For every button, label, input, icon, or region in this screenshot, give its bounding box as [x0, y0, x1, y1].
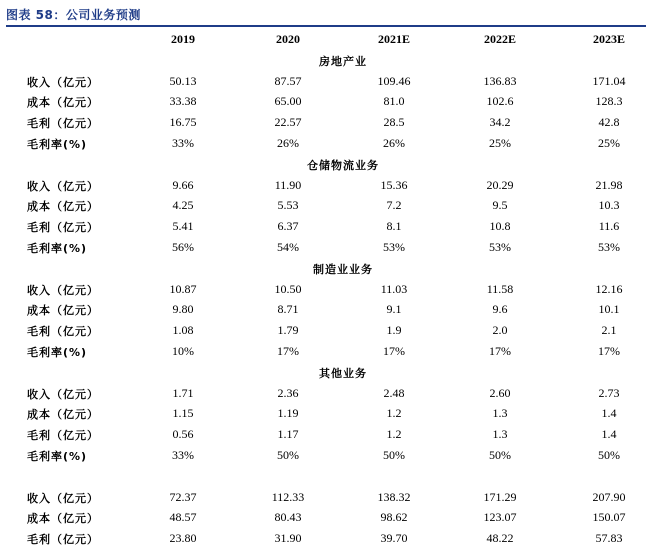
table-cell: 9.1	[386, 302, 402, 317]
table-row	[0, 91, 652, 112]
table-cell: 11.58	[486, 281, 514, 296]
table-cell: 102.6	[486, 94, 514, 109]
table-cell: 26%	[277, 135, 299, 150]
section-header-row	[0, 362, 652, 383]
table-cell: 10.1	[598, 302, 620, 317]
section-title: 制造业业务	[313, 262, 373, 276]
table-cell: 50%	[489, 447, 511, 462]
table-cell: 1.2	[386, 406, 402, 421]
table-cell: 1.3	[492, 427, 508, 442]
table-cell: 48.57	[169, 510, 197, 525]
table-cell: 25%	[598, 135, 620, 150]
table-row	[0, 320, 652, 341]
table-cell: 8.71	[277, 302, 299, 317]
table-cell: 17%	[277, 343, 299, 358]
table-cell: 128.3	[595, 94, 623, 109]
table-row	[0, 133, 652, 154]
table-cell: 53%	[598, 239, 620, 254]
table-cell: 15.36	[380, 177, 408, 192]
table-cell: 11.03	[380, 281, 408, 296]
table-cell: 53%	[383, 239, 405, 254]
row-label: 收入（亿元）	[27, 491, 99, 505]
table-cell: 25%	[489, 135, 511, 150]
table-row	[0, 237, 652, 258]
table-cell: 5.41	[172, 219, 194, 234]
table-cell: 12.16	[595, 281, 623, 296]
row-label: 毛利率(%)	[27, 137, 88, 151]
table-cell: 207.90	[592, 489, 626, 504]
row-label: 毛利（亿元）	[27, 325, 99, 339]
header-cell: 2019	[171, 32, 195, 46]
section-title: 仓储物流业务	[307, 158, 379, 172]
table-cell: 50.13	[169, 73, 197, 88]
table-cell: 2.60	[489, 385, 511, 400]
title-divider	[6, 25, 646, 27]
table-cell: 5.53	[277, 198, 299, 213]
section-title: 其他业务	[319, 366, 367, 380]
row-label: 成本（亿元）	[27, 512, 99, 526]
table-cell: 112.33	[271, 489, 305, 504]
table-cell: 1.2	[386, 427, 402, 442]
table-row	[0, 445, 652, 466]
table-row	[0, 279, 652, 300]
table-row	[0, 507, 652, 528]
row-label: 毛利（亿元）	[27, 429, 99, 443]
table-cell: 28.5	[383, 115, 405, 130]
table-cell: 33%	[172, 447, 194, 462]
table-cell: 171.04	[592, 73, 626, 88]
table-cell: 10.8	[489, 219, 511, 234]
table-cell: 80.43	[274, 510, 302, 525]
table-cell: 50%	[277, 447, 299, 462]
forecast-table	[0, 29, 652, 549]
table-cell: 11.90	[274, 177, 302, 192]
row-label: 收入（亿元）	[27, 75, 99, 89]
table-cell: 0.56	[172, 427, 194, 442]
table-cell: 72.37	[169, 489, 197, 504]
table-cell: 87.57	[274, 73, 302, 88]
header-cell: 2023E	[592, 32, 625, 46]
table-cell: 81.0	[383, 94, 405, 109]
table-cell: 2.0	[492, 323, 508, 338]
table-cell: 2.48	[383, 385, 405, 400]
table-cell: 1.4	[601, 427, 617, 442]
table-cell: 1.3	[492, 406, 508, 421]
table-row	[0, 175, 652, 196]
figure-title: 图表 58：公司业务预测	[6, 8, 141, 22]
table-cell: 53%	[489, 239, 511, 254]
section-header-row	[0, 258, 652, 279]
table-cell: 20.29	[486, 177, 514, 192]
table-cell: 57.83	[595, 531, 623, 546]
table-cell: 9.66	[172, 177, 194, 192]
table-cell: 150.07	[592, 510, 626, 525]
table-row	[0, 383, 652, 404]
row-label: 毛利率(%)	[27, 241, 88, 255]
table-cell: 31.90	[274, 531, 302, 546]
header-row	[0, 29, 652, 50]
table-cell: 16.75	[169, 115, 197, 130]
row-label: 毛利（亿元）	[27, 117, 99, 131]
table-cell: 39.70	[380, 531, 408, 546]
row-label: 毛利率(%)	[27, 345, 88, 359]
table-cell: 10%	[172, 343, 194, 358]
table-cell: 123.07	[483, 510, 517, 525]
table-cell: 22.57	[274, 115, 302, 130]
table-row	[0, 341, 652, 362]
table-row	[0, 299, 652, 320]
table-row	[0, 71, 652, 92]
table-row	[0, 195, 652, 216]
table-cell: 17%	[598, 343, 620, 358]
table-cell: 6.37	[277, 219, 299, 234]
section-header-row	[0, 154, 652, 175]
table-cell: 23.80	[169, 531, 197, 546]
table-cell: 2.1	[601, 323, 617, 338]
table-cell: 2.36	[277, 385, 299, 400]
table-cell: 9.80	[172, 302, 194, 317]
table-cell: 56%	[172, 239, 194, 254]
table-cell: 1.9	[386, 323, 402, 338]
header-cell: 2021E	[377, 32, 410, 46]
row-label: 收入（亿元）	[27, 179, 99, 193]
table-cell: 54%	[277, 239, 299, 254]
row-label: 收入（亿元）	[27, 387, 99, 401]
table-cell: 7.2	[386, 198, 402, 213]
table-cell: 4.25	[172, 198, 194, 213]
table-row	[0, 112, 652, 133]
row-label: 成本（亿元）	[27, 200, 99, 214]
table-row	[0, 216, 652, 237]
table-cell: 138.32	[377, 489, 411, 504]
table-cell: 10.3	[598, 198, 620, 213]
table-cell: 109.46	[377, 73, 411, 88]
table-cell: 11.6	[598, 219, 620, 234]
row-label: 毛利率(%)	[27, 449, 88, 463]
table-cell: 50%	[598, 447, 620, 462]
table-cell: 26%	[383, 135, 405, 150]
table-cell: 10.87	[169, 281, 197, 296]
row-label: 收入（亿元）	[27, 283, 99, 297]
table-cell: 42.8	[598, 115, 620, 130]
table-cell: 17%	[489, 343, 511, 358]
table-cell: 171.29	[483, 489, 517, 504]
row-label: 成本（亿元）	[27, 304, 99, 318]
table-cell: 33%	[172, 135, 194, 150]
table-cell: 1.79	[277, 323, 299, 338]
table-cell: 48.22	[486, 531, 514, 546]
table-cell: 33.38	[169, 94, 197, 109]
table-cell: 1.19	[277, 406, 299, 421]
table-cell: 65.00	[274, 94, 302, 109]
header-cell: 2022E	[483, 32, 516, 46]
table-cell: 136.83	[483, 73, 517, 88]
table-cell: 9.5	[492, 198, 508, 213]
row-label: 毛利（亿元）	[27, 221, 99, 235]
row-label: 成本（亿元）	[27, 408, 99, 422]
header-cell: 2020	[276, 32, 300, 46]
table-cell: 17%	[383, 343, 405, 358]
table-cell: 98.62	[380, 510, 408, 525]
table-cell: 2.73	[598, 385, 620, 400]
row-label: 毛利（亿元）	[27, 533, 99, 547]
table-cell: 1.15	[172, 406, 194, 421]
table-cell: 8.1	[386, 219, 402, 234]
table-row	[0, 528, 652, 549]
table-row	[0, 403, 652, 424]
spacer	[0, 466, 652, 487]
table-row	[0, 487, 652, 508]
section-header-row	[0, 50, 652, 71]
table-cell: 1.71	[172, 385, 194, 400]
table-cell: 50%	[383, 447, 405, 462]
table-cell: 9.6	[492, 302, 508, 317]
table-cell: 21.98	[595, 177, 623, 192]
section-title: 房地产业	[319, 54, 367, 68]
row-label: 成本（亿元）	[27, 96, 99, 110]
table-row	[0, 424, 652, 445]
table-cell: 1.17	[277, 427, 299, 442]
table-cell: 10.50	[274, 281, 302, 296]
table-cell: 1.08	[172, 323, 194, 338]
table-cell: 1.4	[601, 406, 617, 421]
table-cell: 34.2	[489, 115, 511, 130]
